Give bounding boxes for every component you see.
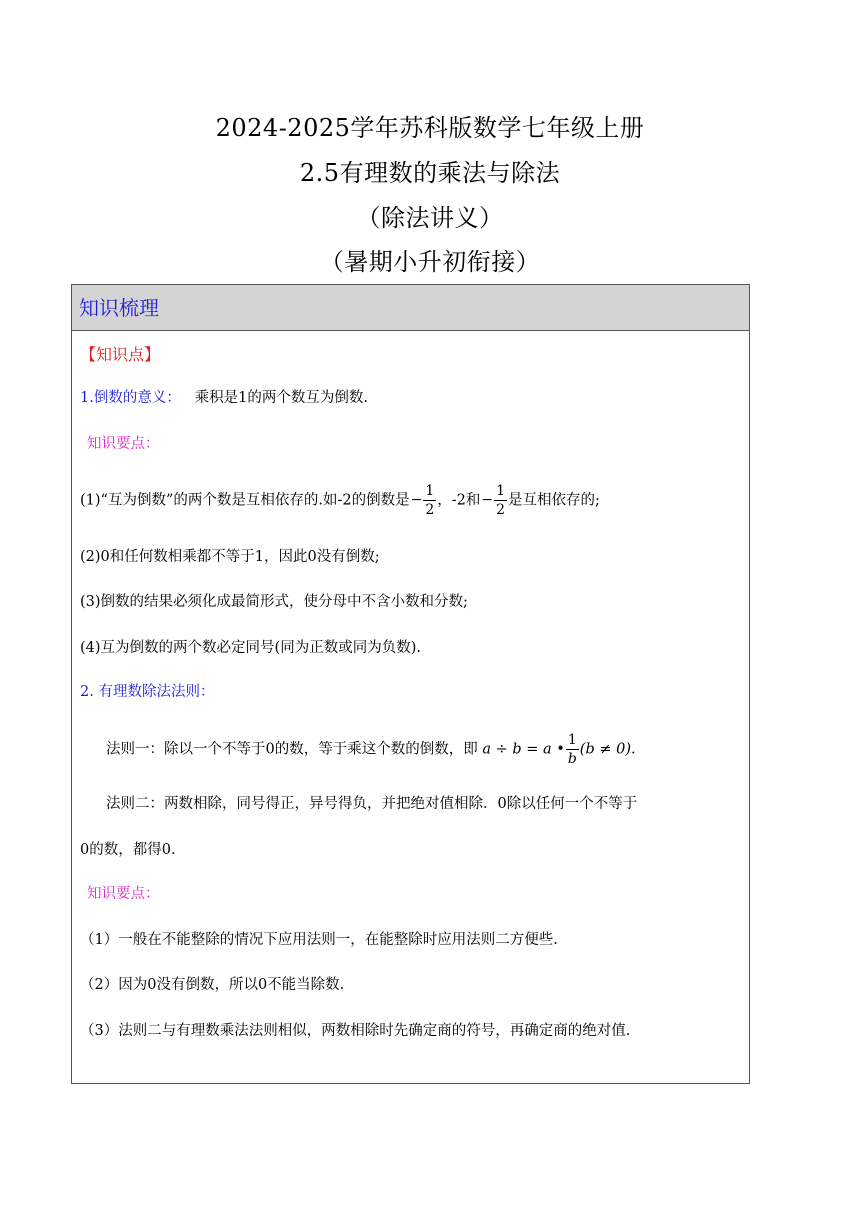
reciprocal-definition-text: 乘积是1的两个数互为倒数. <box>194 390 369 406</box>
note-1: （1）一般在不能整除的情况下应用法则一，在能整除时应用法则二方便些. <box>80 932 558 948</box>
reciprocal-definition <box>80 388 368 408</box>
point-1-text-c: 是互相依存的; <box>508 492 600 509</box>
point-1-text-a: (1)“互为倒数”的两个数是互相依存的.如-2的倒数是 <box>80 492 410 509</box>
doc-title-line-1: 2024-2025学年苏科版数学七年级上册 <box>215 114 645 142</box>
fraction-neg-half-b <box>481 482 507 519</box>
rule-1-formula-right: (b ≠ 0). <box>579 741 636 758</box>
point-1 <box>80 482 600 519</box>
fraction-sign: − <box>481 492 494 508</box>
fraction-denominator: b <box>567 751 577 767</box>
rule-2-line-2: 0的数，都得0. <box>80 842 176 858</box>
division-rule-label: 2. 有理数除法法则： <box>80 684 215 700</box>
knowledge-point-tag: 【知识点】 <box>80 345 161 364</box>
fraction-numerator: 1 <box>566 731 579 750</box>
fraction-sign: − <box>410 492 423 508</box>
point-2: (2)0和任何数相乘都不等于1，因此0没有倒数; <box>80 549 380 565</box>
note-2: （2）因为0没有倒数，所以0不能当除数. <box>80 977 345 993</box>
fraction-one-over-b <box>566 731 579 768</box>
point-4: (4)互为倒数的两个数必定同号(同为正数或同为负数). <box>80 640 421 656</box>
rule-2-line-1: 法则二：两数相除，同号得正，异号得负，并把绝对值相除．0除以任何一个不等于 <box>106 796 638 812</box>
point-3: (3)倒数的结果必须化成最简形式，使分母中不含小数和分数; <box>80 594 468 610</box>
knowledge-box <box>71 284 750 1084</box>
doc-title-line-2: 2.5有理数的乘法与除法 <box>299 159 561 187</box>
rule-1-formula-left: a ÷ b = a • <box>482 741 565 758</box>
note-3: （3）法则二与有理数乘法法则相似，两数相除时先确定商的符号，再确定商的绝对值. <box>80 1023 631 1039</box>
doc-title-line-4: （暑期小升初衔接） <box>319 248 541 276</box>
reciprocal-definition-label: 1.倒数的意义： <box>80 390 181 406</box>
key-points-label-1: 知识要点： <box>87 436 160 452</box>
fraction-denominator: 2 <box>496 502 506 518</box>
fraction-neg-half-a <box>411 482 437 519</box>
doc-title-line-3: （除法讲义） <box>356 204 504 232</box>
fraction-numerator: 1 <box>425 483 435 499</box>
section-heading: 知识梳理 <box>72 285 749 331</box>
fraction-denominator: 2 <box>425 502 435 518</box>
fraction-numerator: 1 <box>496 483 506 499</box>
rule-1-text: 法则一：除以一个不等于0的数，等于乘这个数的倒数，即 <box>106 741 478 758</box>
point-1-text-b: ，-2和 <box>437 492 481 509</box>
rule-1 <box>106 731 636 768</box>
key-points-label-2: 知识要点： <box>87 886 160 902</box>
